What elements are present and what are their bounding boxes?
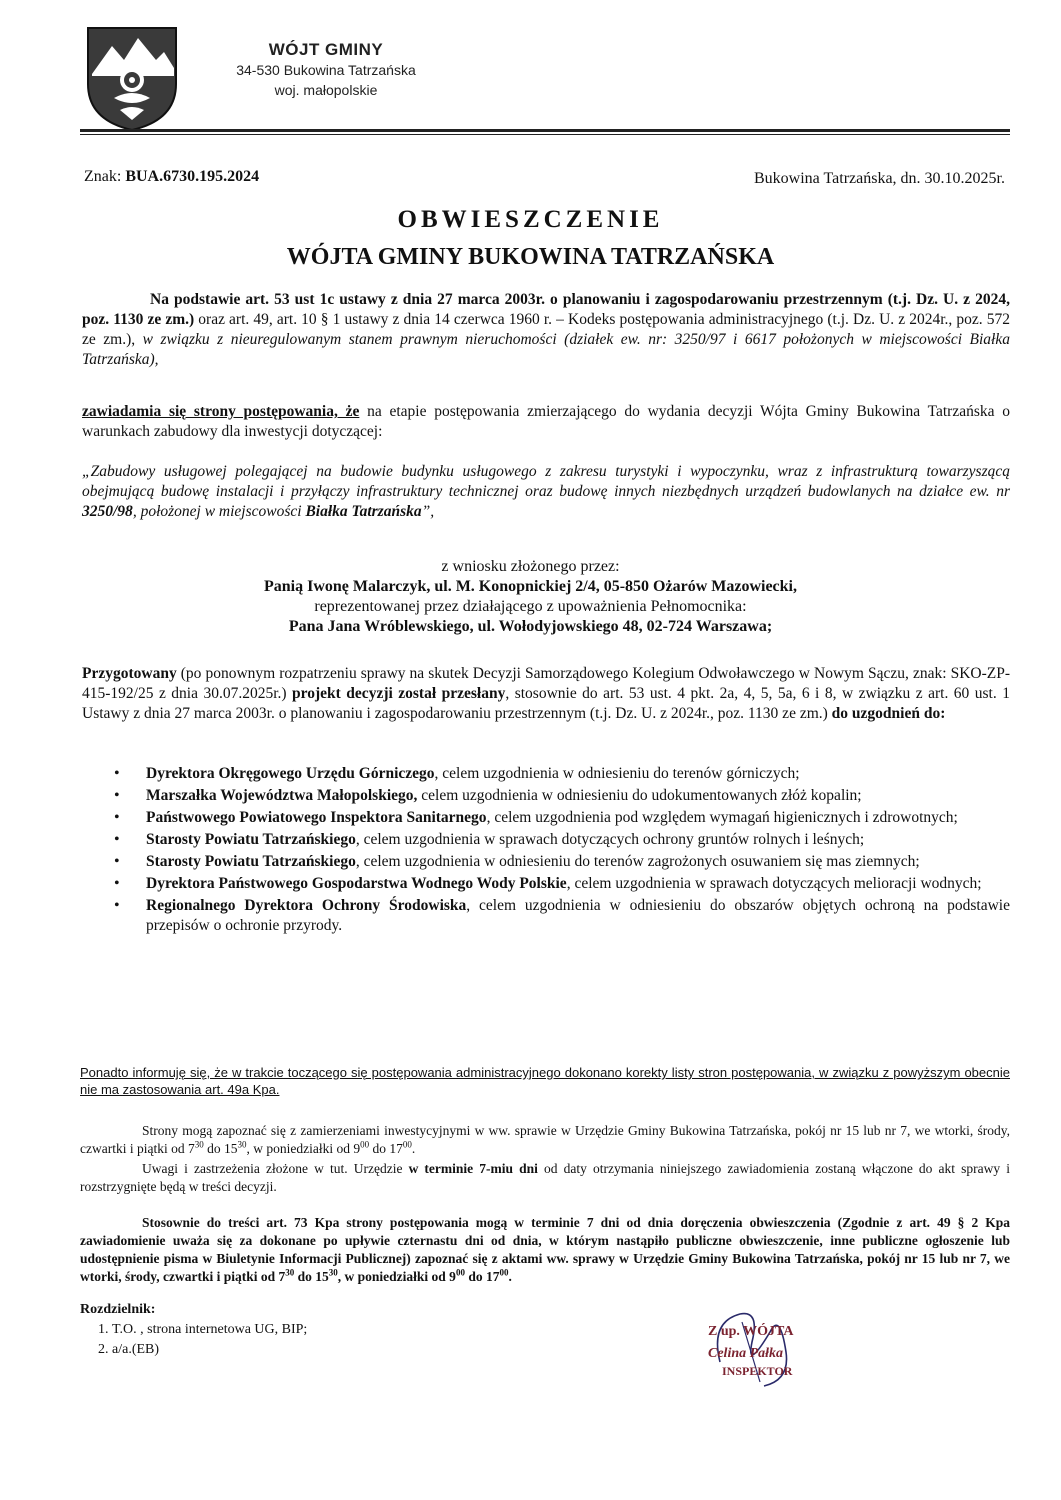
art73-info [80,1214,1010,1286]
list-item: 1. T.O. , strona internetowa UG, BIP; [112,1320,307,1340]
reference-label: Znak: [84,168,122,185]
investment-description [82,462,1010,522]
draft-bold-2: projekt decyzji został przesłany [286,685,506,702]
inspection-text: Strony mogą zapoznać się z zamierzeniami inwestycyjnymi w ww. sprawie w Urzędzie Gminy Bukowina Tatrzańska, pokój nr 15 lub nr 7, we wtorki, środy, czwartki i piątki od 7 [80,1123,1010,1156]
draft-bold-1: Przygotowany [82,665,177,682]
investment-text: „Zabudowy usługowej polegającej na budowie budynku usługowego z zakresu turystyki i wypoczynku, wraz z infrastrukturą towarzyszącą obejmującą budowę instalacji i przyłączy infrastruktury technicznej oraz budowę innych niezbędnych urządzeń budowlanych na działce ew. nr [82,463,1010,500]
distribution-items [80,1320,307,1360]
bullet-icon: • [114,765,120,782]
bullet-icon: • [114,809,120,826]
authority-purpose: , celem uzgodnienia w odniesieniu do terenów zagrożonych osuwaniem się mas ziemnych; [355,853,920,870]
authority-name: Starosty Powiatu Tatrzańskiego [146,831,356,848]
legal-basis-text: oraz art. 49, art. 10 § 1 ustawy z dnia 14 czerwca 1960 r. – Kodeks postępowania administracyjnego (t.j. Dz. U. z 2024r., poz. 572 ze zm.), [82,311,1010,348]
reference-number [84,168,259,186]
art73-text: , w poniedziałki od 9 [337,1269,456,1284]
authority-purpose: celem uzgodnienia w odniesieniu do udokumentowanych złóż kopalin; [417,787,862,804]
time-superscript: 30 [285,1267,295,1278]
legal-basis-paragraph [82,290,1010,370]
inspection-text: , w poniedziałki od 9 [246,1141,361,1156]
distribution-heading: Rozdzielnik: [80,1302,156,1317]
art73-text: . [508,1269,512,1284]
list-item [82,874,1010,894]
legal-basis-bold: Na podstawie art. 53 ust 1c ustawy z dnia 27 marca 2003r. o planowaniu i zagospodarowaniu przestrzennym (t.j. Dz. U. z 2024, poz. 1130 ze zm.) [82,291,1010,328]
list-item [82,764,1010,784]
inspection-info [80,1122,1010,1158]
applicant-represented: reprezentowanej przez działającego z upoważnienia Pełnomocnika: [314,598,747,615]
office-address: 34-530 Bukowina Tatrzańska [236,62,416,78]
stamp-line-3: INSPEKTOR [722,1364,793,1378]
time-superscript: 00 [360,1139,370,1150]
authority-purpose: , celem uzgodnienia w sprawach dotyczących ochrony gruntów rolnych i leśnych; [355,831,865,848]
legal-basis-italic: w związku z nieuregulowanym stanem prawnym nieruchomości (działek ew. nr: 3250/97 i 6617 położonych w miejscowości Białka Tatrzańska), [82,331,1010,368]
place-date: Bukowina Tatrzańska, dn. 30.10.2025r. [754,170,1005,187]
notice-text: na etapie postępowania zmierzającego do wydania decyzji Wójta Gminy Bukowina Tatrzańska o warunkach zabudowy dla inwestycji dotyczącej: [82,403,1010,440]
distribution-list [80,1300,307,1360]
draft-text-1: (po ponownym rozpatrzeniu sprawy na skutek Decyzji Samorządowego Kolegium Odwoławczego w Nowym Sączu, znak: SKO-ZP-415-192/25 z dnia 30.07.2025r.) [82,665,1010,702]
bullet-icon: • [114,853,120,870]
parcel-number: 3250/98 [82,503,133,520]
time-superscript: 30 [194,1139,204,1150]
inspection-text: . [411,1141,416,1156]
art73-text: Stosownie do treści art. 73 Kpa strony postępowania mogą w terminie 7 dni od dnia doręczenia obwieszczenia (Zgodnie z art. 49 § 2 Kpa zawiadomienie uważa się za dokonane po upływie czternastu dni od dnia, w którym nastąpiło publiczne obwieszczenie, inne publiczne ogłoszenie lub udostępnienie pisma w Biuletynie Informacji Publicznej) zapoznać się z aktami ww. sprawy w Urzędzie Gminy Bukowina Tatrzańska, pokój nr 15 lub nr 7, we wtorki, środy, czwartki i piątki od 7 [80,1215,1010,1284]
remarks-text: Uwagi i zastrzeżenia złożone w tut. Urzędzie [142,1161,409,1176]
applicant-proxy: Pana Jana Wróblewskiego, ul. Wołodyjowskiego 48, 02-724 Warszawa; [288,618,773,635]
correction-note: Ponadto informuję się, że w trakcie toczącego się postępowania administracyjnego dokonano korekty listy stron postępowania, w związku z powyższym obecnie nie ma zastosowania art. 49a Kpa. [80,1065,1010,1097]
authority-name: Dyrektora Państwowego Gospodarstwa Wodnego Wody Polskie [146,875,567,892]
authority-name: Państwowego Powiatowego Inspektora Sanitarnego [146,809,487,826]
art73-text: do 15 [294,1269,329,1284]
list-item [82,808,1010,828]
document-subtitle: WÓJTA GMINY BUKOWINA TATRZAŃSKA [286,244,775,270]
stamp-line-1: Z up. WÓJTA [708,1324,794,1339]
stamp-line-2: Celina Pałka [708,1346,784,1361]
authority-purpose: , celem uzgodnienia w odniesieniu do obszarów objętych ochroną na podstawie przepisów o ochronie przyrody. [146,897,1010,934]
authorities-list [82,764,1010,938]
authority-name: Regionalnego Dyrektora Ochrony Środowiska [146,897,467,914]
authority-purpose: , celem uzgodnienia w odniesieniu do terenów górniczych; [434,765,800,782]
applicant-name: Panią Iwonę Malarczyk, ul. M. Konopnickiej 2/4, 05-850 Ożarów Mazowiecki, [264,578,797,595]
authority-purpose: , celem uzgodnienia pod względem wymagań higienicznych i zdrowotnych; [486,809,958,826]
signature-stamp [690,1302,840,1392]
list-item [82,786,1010,806]
art73-text: do 17 [464,1269,500,1284]
investment-text-3: ”, [421,503,435,520]
applicant-intro: z wniosku złożonego przez: [441,558,620,575]
remarks-info [80,1160,1010,1196]
list-item [82,852,1010,872]
reference-value: BUA.6730.195.2024 [125,168,260,185]
draft-decision-paragraph [82,664,1010,724]
authority-purpose: , celem uzgodnienia w sprawach dotyczących melioracji wodnych; [566,875,982,892]
time-superscript: 30 [237,1139,247,1150]
authority-name: Marszałka Województwa Małopolskiego, [146,787,418,804]
list-item [82,896,1010,936]
place-name: Białka Tatrzańska [305,503,422,520]
bullet-icon: • [114,787,120,804]
time-superscript: 30 [328,1267,338,1278]
bullet-icon: • [114,897,120,914]
draft-text-2: , stosownie do art. 53 ust. 4 pkt. 2a, 4, 5, 5a, 6 i 8, w związku z art. 60 ust. 1 Ustawy z dnia 27 marca 2003r. o planowaniu i zagospodarowaniu przestrzennym (t.j. Dz. U. z 2024r., poz. 1130 ze zm.) [82,685,1010,722]
inspection-text: do 15 [203,1141,238,1156]
bullet-icon: • [114,831,120,848]
notice-paragraph [82,402,1010,442]
office-region: woj. małopolskie [274,82,378,98]
list-item: 2. a/a.(EB) [112,1340,307,1360]
draft-bold-3: do uzgodnień do: [827,705,946,722]
time-superscript: 00 [499,1267,509,1278]
office-header [226,40,426,100]
remarks-text: od daty otrzymania niniejszego zawiadomienia zostaną włączone do akt sprawy i rozstrzygnięte będą w treści decyzji. [80,1161,1011,1194]
coat-of-arms-icon [84,24,180,132]
notice-bold: zawiadamia się strony postępowania, że [82,403,360,420]
remarks-deadline: w terminie 7-miu dni [408,1161,538,1176]
authority-name: Starosty Powiatu Tatrzańskiego [146,853,356,870]
time-superscript: 00 [402,1139,412,1150]
office-title: WÓJT GMINY [268,40,384,59]
bullet-icon: • [114,875,120,892]
header-divider-thick [80,129,1010,132]
list-item [82,830,1010,850]
document-title: OBWIESZCZENIE [397,206,664,233]
header-divider-thin [80,134,1010,135]
authority-name: Dyrektora Okręgowego Urzędu Górniczego [146,765,435,782]
investment-text-2: , położonej w miejscowości [132,503,306,520]
inspection-text: do 17 [369,1141,403,1156]
time-superscript: 00 [455,1267,465,1278]
